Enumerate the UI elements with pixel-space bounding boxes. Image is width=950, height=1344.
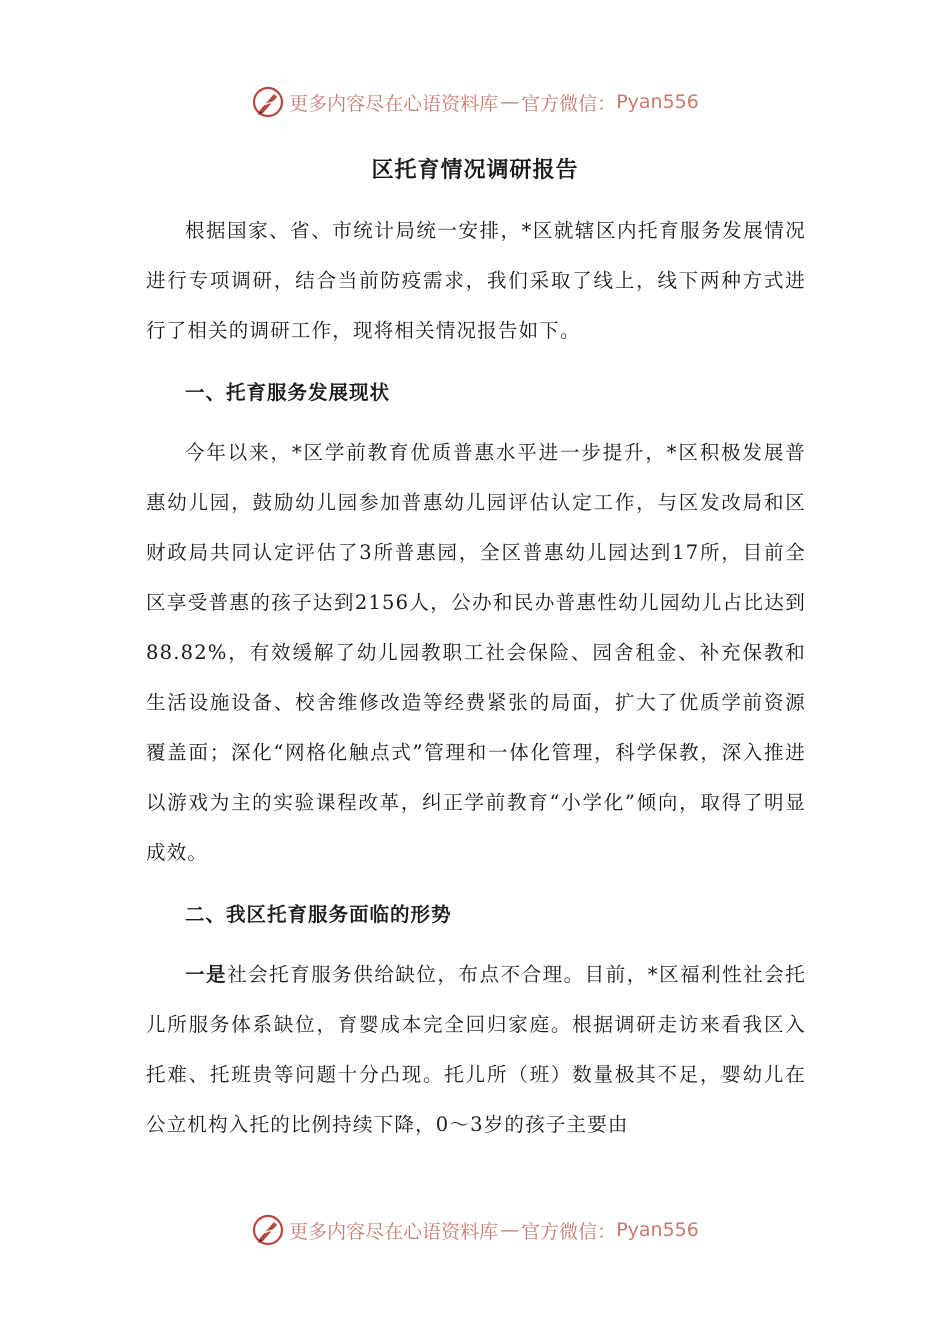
section-2-heading: 二、我区托育服务面临的形势 [185,903,452,926]
watermark-separator: — [500,91,520,113]
watermark-wechat-label: 官方微信： [521,1220,617,1243]
section-1-paragraph: 今年以来，*区学前教育优质普惠水平进一步提升，*区积极发展普惠幼儿园，鼓励幼儿园参加普惠幼儿园评估认定工作，与区发改局和区财政局共同认定评估了3所普惠园，全区普惠幼儿园达到17所，目前全区享受普惠的孩子达到2156人，公办和民办普惠性幼儿园幼儿占比达到88.82%，有效缓解了幼儿园教职工社会保险、园舍租金、补充保教和生活设施设备、校舍维修改造等经费紧张的局面，扩大了优质学前资源覆盖面；深化“网格化触点式”管理和一体化管理，科学保教，深入推进以游戏为主的实验课程改革，纠正学前教育“小学化”倾向，取得了明显成效。 [146,441,806,864]
section-2-text: 社会托育服务供给缺位，布点不合理。目前，*区福利性社会托儿所服务体系缺位，育婴成本完全回归家庭。根据调研走访来看我区入托难、托班贵等问题十分凸现。托儿所（班）数量极其不足，婴幼儿在公立机构入托的比例持续下降，0～3岁的孩子主要由 [146,963,806,1136]
watermark-wechat-id: Pyan556 [616,1219,699,1241]
watermark-banner-bottom [0,1210,950,1250]
watermark-separator: — [500,1219,520,1241]
watermark-banner-top [0,82,950,122]
intro-paragraph: 根据国家、省、市统计局统一安排，*区就辖区内托育服务发展情况进行专项调研，结合当前防疫需求，我们采取了线上，线下两种方式进行了相关的调研工作，现将相关情况报告如下。 [146,219,806,342]
watermark-wechat-label: 官方微信： [521,92,617,115]
section-2-lead: 一是 [185,963,228,986]
pen-logo-icon [251,85,285,119]
section-1-heading: 一、托育服务发展现状 [185,381,391,404]
watermark-text: 更多内容尽在心语资料库 [289,92,499,115]
watermark-wechat-id: Pyan556 [616,91,699,113]
document-body [146,206,806,1150]
section-2-paragraph [146,950,806,1150]
pen-logo-icon [251,1213,285,1247]
watermark-text: 更多内容尽在心语资料库 [289,1220,499,1243]
document-title: 区托育情况调研报告 [371,157,579,183]
